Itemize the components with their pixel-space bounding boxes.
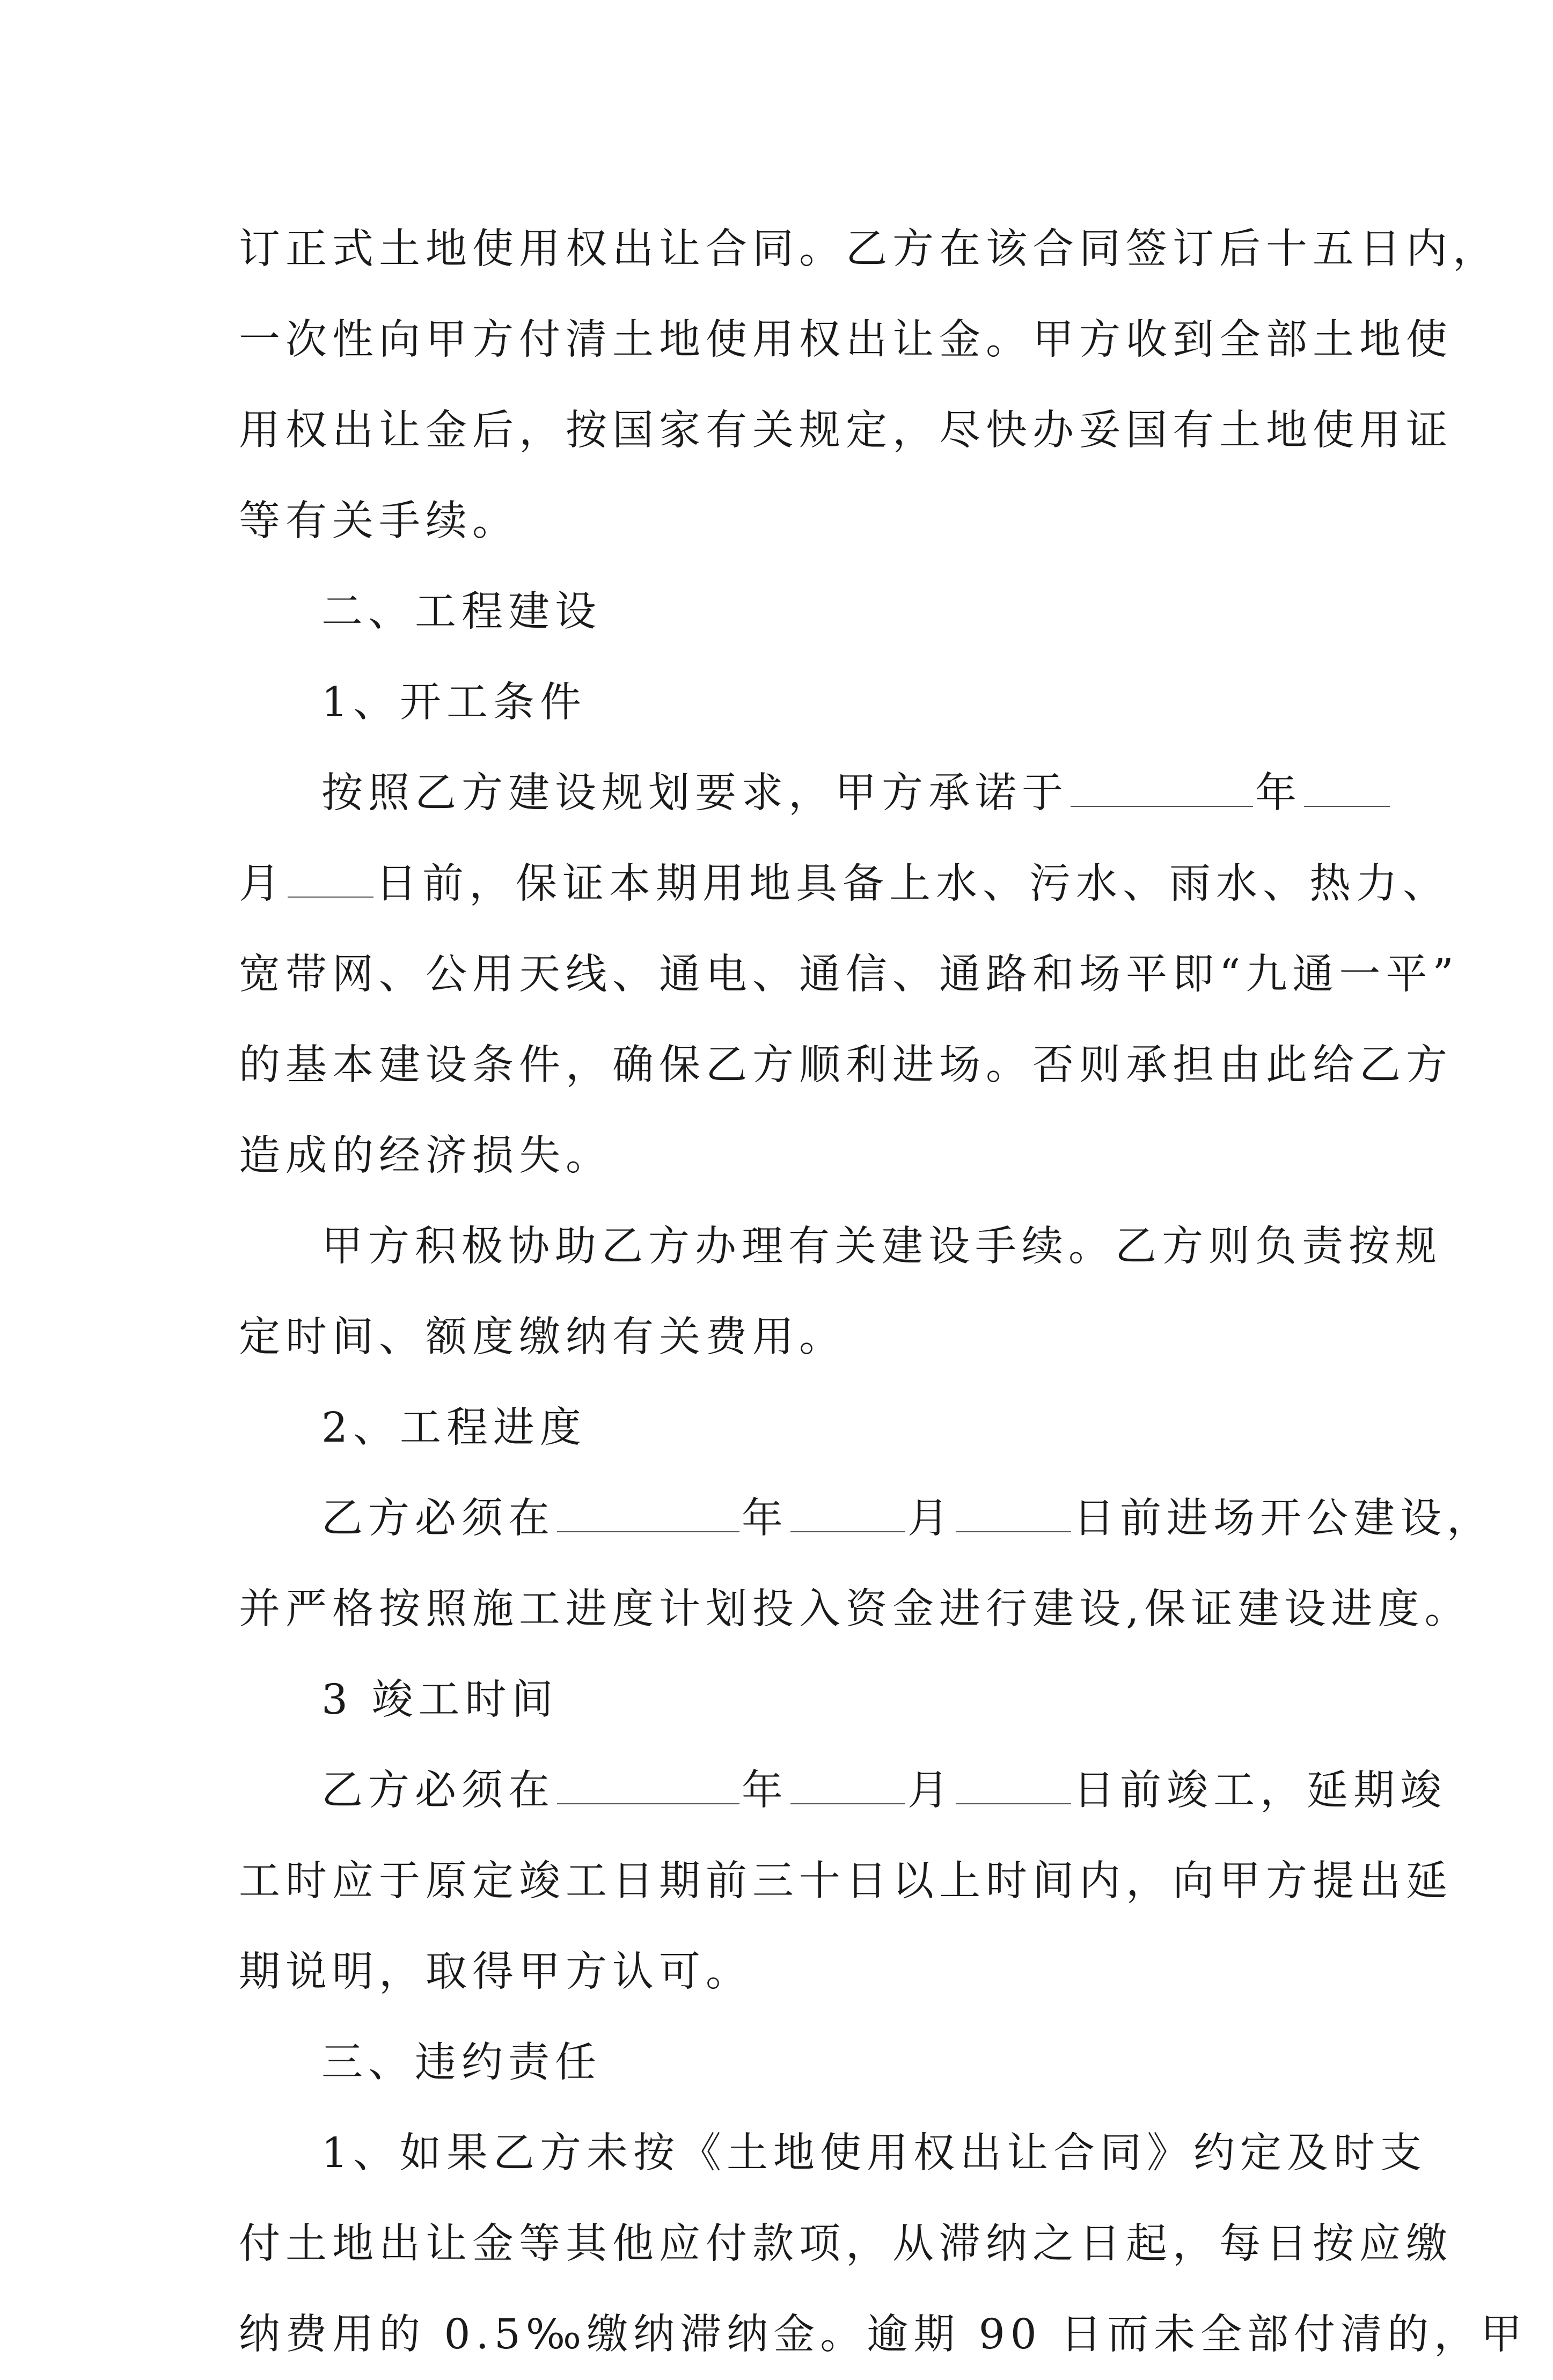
subheading-completion-time: 3 竣工时间 xyxy=(321,1676,559,1724)
paragraph-line: 等有关手续。 xyxy=(239,497,519,545)
text-segment: 月 xyxy=(239,860,285,908)
paragraph-line: 的基本建设条件，确保乙方顺利进场。否则承担由此给乙方 xyxy=(239,1041,1453,1089)
text-segment: 日前竣工，延期竣 xyxy=(1073,1767,1447,1815)
paragraph-line: 造成的经济损失。 xyxy=(239,1132,612,1180)
paragraph-line: 用权出让金后，按国家有关规定，尽快办妥国有土地使用证 xyxy=(239,407,1453,454)
blank-day xyxy=(288,859,373,898)
text-segment: 年 xyxy=(1255,769,1302,817)
blank-day xyxy=(956,1494,1071,1532)
paragraph-line: 纳费用的 0.5‰缴纳滞纳金。逾期 90 日而未全部付清的，甲 xyxy=(239,2311,1528,2359)
blank-year xyxy=(1071,768,1253,807)
blank-month xyxy=(1304,768,1390,807)
paragraph-line: 并严格按照施工进度计划投入资金进行建设,保证建设进度。 xyxy=(239,1585,1471,1633)
blank-year xyxy=(557,1494,739,1532)
text-segment: 月 xyxy=(907,1767,954,1815)
paragraph-line: 定时间、额度缴纳有关费用。 xyxy=(239,1313,846,1361)
paragraph-line: 宽带网、公用天线、通电、通信、通路和场平即“九通一平” xyxy=(239,951,1459,998)
subheading-progress: 2、工程进度 xyxy=(321,1404,587,1452)
text-segment: 乙方必须在 xyxy=(321,1495,555,1542)
paragraph-line: 期说明，取得甲方认可。 xyxy=(239,1948,752,1996)
text-segment: 乙方必须在 xyxy=(321,1767,555,1815)
paragraph-line: 一次性向甲方付清土地使用权出让金。甲方收到全部土地使 xyxy=(239,316,1453,364)
paragraph-line xyxy=(239,1745,1447,1836)
blank-year xyxy=(557,1766,739,1804)
paragraph-line xyxy=(239,839,1449,929)
text-segment: 月 xyxy=(907,1495,954,1542)
text-segment: 日前进场开公建设， xyxy=(1073,1495,1493,1542)
section-heading-liability: 三、违约责任 xyxy=(321,2039,602,2087)
section-heading-construction: 二、工程建设 xyxy=(321,588,602,636)
blank-day xyxy=(956,1766,1071,1804)
paragraph-line: 工时应于原定竣工日期前三十日以上时间内，向甲方提出延 xyxy=(239,1857,1453,1905)
paragraph-line: 付土地出让金等其他应付款项，从滞纳之日起，每日按应缴 xyxy=(239,2220,1453,2268)
paragraph-line: 订正式土地使用权出让合同。乙方在该合同签订后十五日内， xyxy=(239,225,1499,273)
paragraph-line xyxy=(239,1473,1493,1564)
paragraph-line: 1、如果乙方未按《土地使用权出让合同》约定及时支 xyxy=(321,2129,1427,2177)
document-page xyxy=(239,204,1528,2380)
blank-month xyxy=(790,1766,905,1804)
paragraph-line: 甲方积极协助乙方办理有关建设手续。乙方则负责按规 xyxy=(321,1223,1442,1270)
subheading-start-conditions: 1、开工条件 xyxy=(321,679,587,726)
text-segment: 按照乙方建设规划要求，甲方承诺于 xyxy=(321,769,1068,817)
text-segment: 日前，保证本期用地具备上水、污水、雨水、热力、 xyxy=(376,860,1449,908)
text-segment: 年 xyxy=(742,1495,788,1542)
paragraph-line xyxy=(239,748,1331,839)
blank-month xyxy=(790,1494,905,1532)
text-segment: 年 xyxy=(742,1767,788,1815)
